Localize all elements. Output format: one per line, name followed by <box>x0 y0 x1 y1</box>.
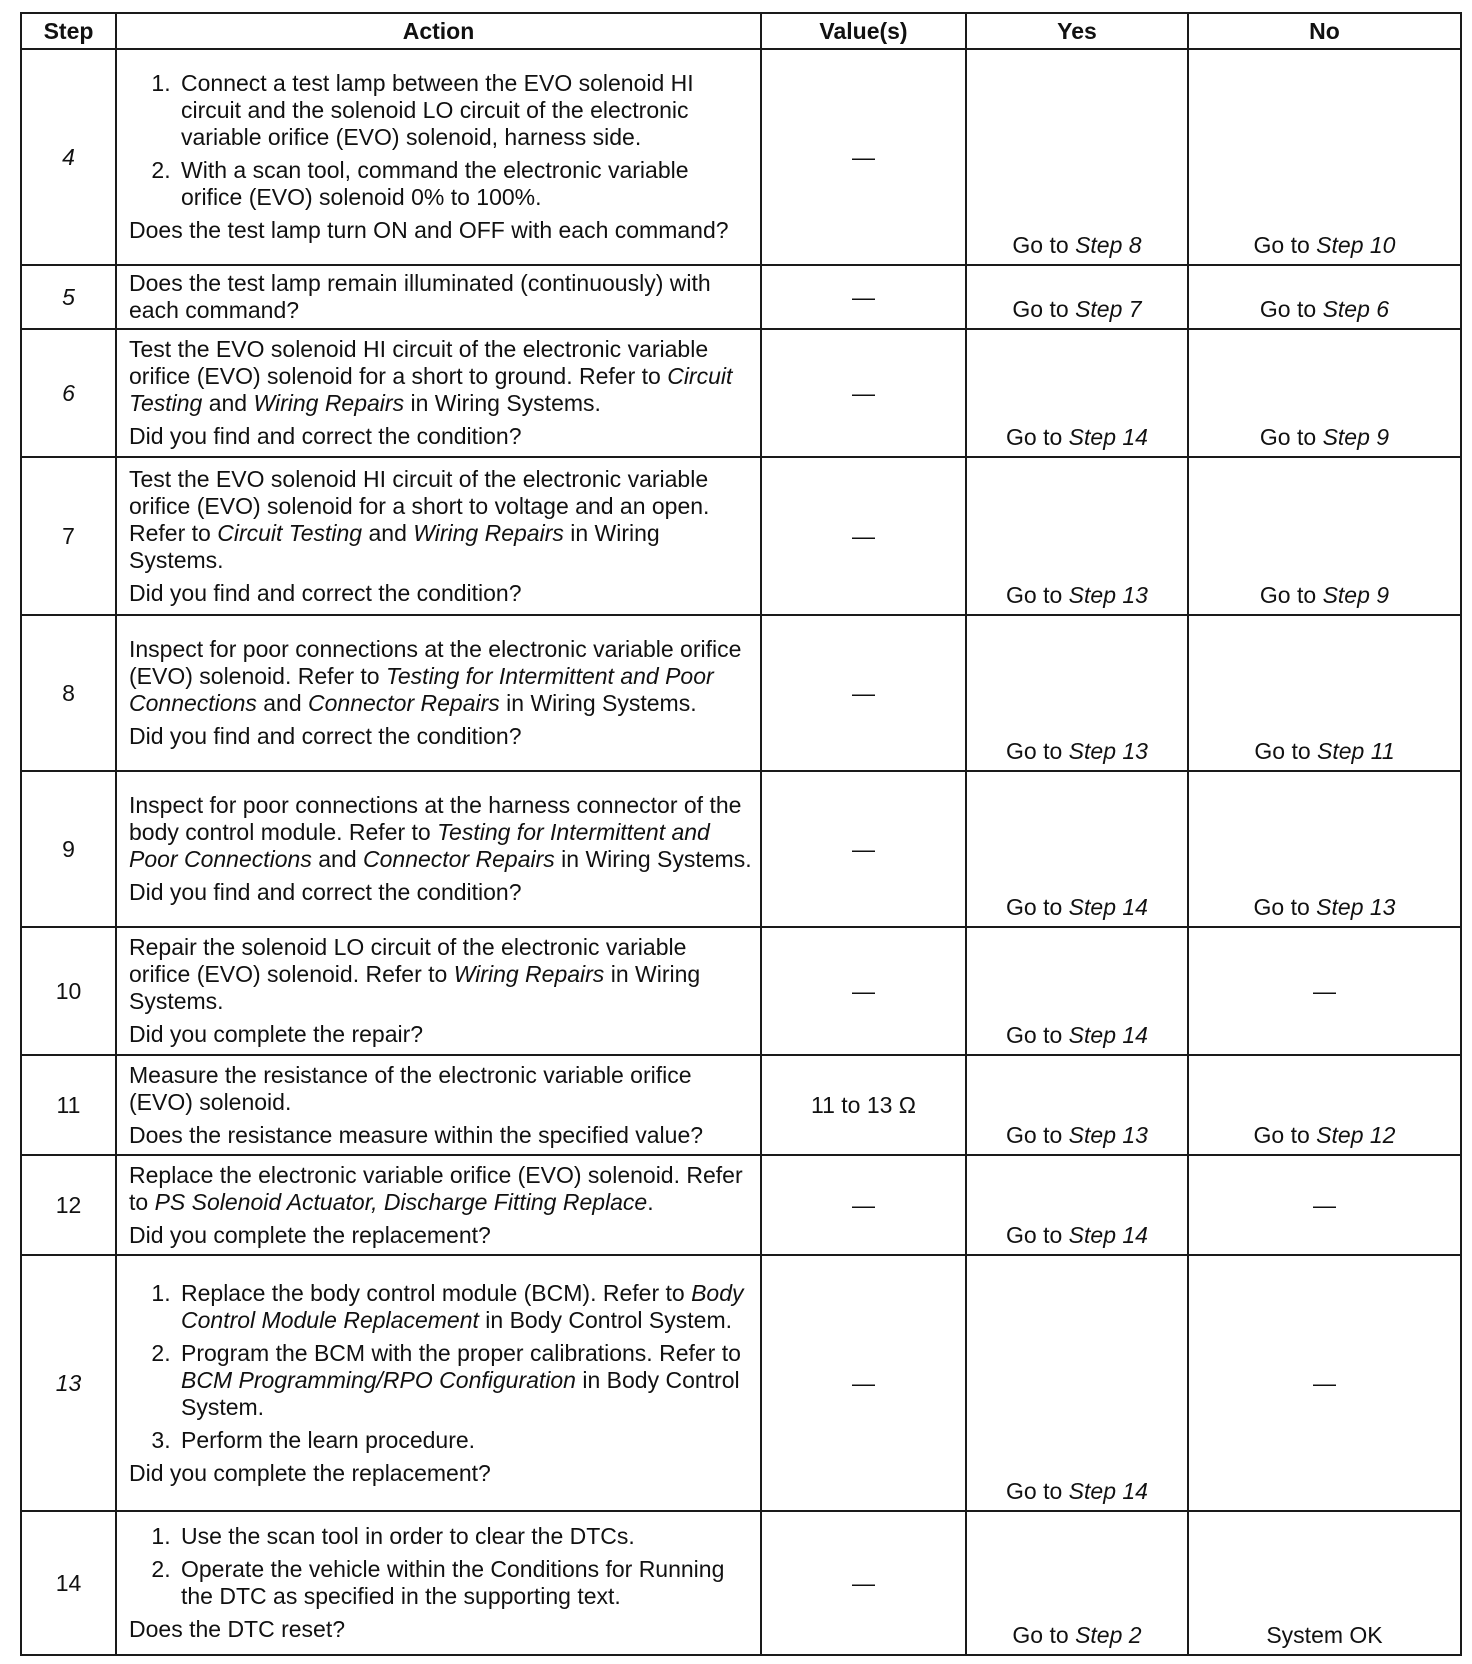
table-row <box>21 615 1461 771</box>
yes-cell <box>966 265 1188 329</box>
action-text <box>129 336 752 417</box>
action-text-part: in Body Control System. <box>181 1366 740 1420</box>
step-link[interactable]: Step 14 <box>1068 894 1148 920</box>
yes-cell <box>966 457 1188 615</box>
action-item: 2. Operate the vehicle within the Conditions for Running the DTC as specified in the supporting text. <box>177 1556 752 1610</box>
step-link[interactable]: Step 14 <box>1068 1022 1148 1048</box>
action-text-part: Repair the solenoid LO circuit of the electronic variable orifice (EVO) solenoid. Refer to <box>129 934 687 987</box>
action-text-part: Inspect for poor connections at the electronic variable orifice (EVO) solenoid. Refer to <box>129 636 742 689</box>
no-cell: — <box>1188 1255 1461 1511</box>
yes-cell <box>966 771 1188 927</box>
action-item: 2. With a scan tool, command the electronic variable orifice (EVO) solenoid 0% to 100%. <box>177 157 752 211</box>
step-number: 7 <box>21 457 116 615</box>
table-row <box>21 265 1461 329</box>
value-cell: — <box>761 457 966 615</box>
action-text-part: and <box>362 519 414 546</box>
action-text-part: Test the EVO solenoid HI circuit of the electronic variable orifice (EVO) solenoid for a short to voltage and an open. Refer to <box>129 465 710 546</box>
action-cell <box>116 1055 761 1155</box>
step-link[interactable]: Step 6 <box>1322 296 1390 322</box>
action-text <box>129 636 752 717</box>
action-text-part: and <box>202 390 254 416</box>
table-row <box>21 1255 1461 1511</box>
action-question: Does the test lamp remain illuminated (continuously) with each command? <box>129 270 711 323</box>
yes-cell <box>966 927 1188 1055</box>
step-link[interactable]: Step 11 <box>1317 738 1395 764</box>
step-link[interactable]: Step 13 <box>1068 1122 1148 1148</box>
goto-text: Go to <box>1254 738 1318 764</box>
action-text-part: Replace the body control module (BCM). Refer to <box>181 1279 692 1306</box>
step-link[interactable]: Step 14 <box>1068 1222 1148 1248</box>
goto-text: Go to <box>1006 424 1069 450</box>
step-link[interactable]: Step 9 <box>1322 424 1390 450</box>
step-number: 8 <box>21 615 116 771</box>
action-text: Measure the resistance of the electronic variable orifice (EVO) solenoid. <box>129 1061 692 1115</box>
reference-link[interactable]: Circuit Testing <box>129 363 733 416</box>
action-text-part: Replace the electronic variable orifice (EVO) solenoid. Refer to <box>129 1161 743 1215</box>
no-cell <box>1188 457 1461 615</box>
goto-text: Go to <box>1253 1122 1317 1148</box>
step-link[interactable]: Step 10 <box>1316 232 1396 258</box>
action-text <box>129 466 752 574</box>
goto-text: Go to <box>1259 582 1323 608</box>
step-number: 10 <box>21 927 116 1055</box>
action-cell <box>116 771 761 927</box>
action-text-part: in Wiring Systems. <box>129 519 660 573</box>
action-question: Did you complete the replacement? <box>129 1459 491 1486</box>
step-number: 13 <box>21 1255 116 1511</box>
table-row <box>21 771 1461 927</box>
reference-link[interactable]: Wiring Repairs <box>253 390 405 416</box>
action-question: Did you find and correct the condition? <box>129 723 522 749</box>
goto-text: Go to <box>1012 296 1076 322</box>
step-link[interactable]: Step 14 <box>1068 424 1148 450</box>
step-number: 12 <box>21 1155 116 1255</box>
value-cell: — <box>761 771 966 927</box>
action-text-part: . <box>647 1188 654 1215</box>
value-cell: — <box>761 1255 966 1511</box>
value-cell: — <box>761 1511 966 1655</box>
action-text-part: Inspect for poor connections at the harness connector of the body control module. Refer to <box>129 792 742 845</box>
action-question: Did you find and correct the condition? <box>129 879 522 905</box>
reference-link[interactable]: Circuit Testing <box>217 519 363 546</box>
col-header-step: Step <box>21 13 116 49</box>
col-header-no: No <box>1188 13 1461 49</box>
action-cell <box>116 265 761 329</box>
step-link[interactable]: Step 8 <box>1075 232 1142 258</box>
action-question: Did you find and correct the condition? <box>129 423 522 449</box>
action-text <box>129 792 752 873</box>
no-cell <box>1188 771 1461 927</box>
action-cell <box>116 1511 761 1655</box>
goto-text: Go to <box>1012 232 1076 258</box>
action-text-part: Program the BCM with the proper calibrations. Refer to <box>181 1339 741 1366</box>
yes-cell <box>966 615 1188 771</box>
reference-link[interactable]: Wiring Repairs <box>413 519 564 546</box>
goto-text: Go to <box>1006 1022 1069 1048</box>
action-item: 1. Use the scan tool in order to clear the DTCs. <box>177 1523 752 1550</box>
no-cell <box>1188 1055 1461 1155</box>
action-text-part: in Wiring Systems. <box>554 846 752 872</box>
col-header-action: Action <box>116 13 761 49</box>
step-link[interactable]: Step 13 <box>1068 738 1148 764</box>
action-item <box>177 1340 752 1421</box>
goto-text: Go to <box>1006 894 1069 920</box>
step-number: 14 <box>21 1511 116 1655</box>
value-cell: — <box>761 615 966 771</box>
reference-link[interactable]: PS Solenoid Actuator, Discharge Fitting Replace <box>154 1188 648 1215</box>
yes-cell <box>966 329 1188 457</box>
reference-link[interactable]: Testing for Intermittent and Poor Connections <box>129 663 714 716</box>
step-link[interactable]: Step 9 <box>1322 582 1390 608</box>
header-row <box>21 13 1461 49</box>
action-item <box>177 1280 752 1334</box>
yes-cell <box>966 1055 1188 1155</box>
no-cell: System OK <box>1188 1511 1461 1655</box>
reference-link[interactable]: Body Control Module Replacement <box>181 1279 744 1333</box>
action-text-part: and <box>311 846 363 872</box>
col-header-values: Value(s) <box>761 13 966 49</box>
step-link[interactable]: Step 13 <box>1068 582 1148 608</box>
no-cell: — <box>1188 927 1461 1055</box>
action-text-part: in Wiring Systems. <box>404 390 601 416</box>
yes-cell <box>966 1511 1188 1655</box>
table-row <box>21 457 1461 615</box>
action-question: Did you find and correct the condition? <box>129 579 522 606</box>
goto-text: Go to <box>1253 232 1317 258</box>
action-cell <box>116 49 761 265</box>
step-link[interactable]: Step 2 <box>1075 1622 1142 1648</box>
action-cell <box>116 329 761 457</box>
table-row <box>21 1155 1461 1255</box>
step-number: 9 <box>21 771 116 927</box>
table-row <box>21 49 1461 265</box>
table-row <box>21 1055 1461 1155</box>
action-question: Does the test lamp turn ON and OFF with each command? <box>129 217 729 243</box>
action-cell <box>116 457 761 615</box>
goto-text: Go to <box>1259 296 1323 322</box>
action-text-part: in Body Control System. <box>478 1306 732 1333</box>
action-text-part: in Wiring Systems. <box>129 961 701 1014</box>
reference-link[interactable]: Connector Repairs <box>363 846 555 872</box>
step-link[interactable]: Step 13 <box>1316 894 1396 920</box>
action-text-part: in Wiring Systems. <box>499 690 697 716</box>
action-cell <box>116 615 761 771</box>
action-cell <box>116 927 761 1055</box>
action-text <box>129 934 752 1015</box>
table-row <box>21 1511 1461 1655</box>
step-link[interactable]: Step 12 <box>1316 1122 1396 1148</box>
action-item: 3. Perform the learn procedure. <box>177 1427 752 1454</box>
action-question: Did you complete the replacement? <box>129 1221 491 1248</box>
action-question: Does the DTC reset? <box>129 1616 346 1642</box>
goto-text: Go to <box>1006 582 1069 608</box>
goto-text: Go to <box>1259 424 1323 450</box>
reference-link[interactable]: Testing for Intermittent and Poor Connections <box>129 819 710 872</box>
yes-cell <box>966 49 1188 265</box>
yes-cell <box>966 1155 1188 1255</box>
step-number: 4 <box>21 49 116 265</box>
goto-text: Go to <box>1006 738 1069 764</box>
step-number: 5 <box>21 265 116 329</box>
action-question: Does the resistance measure within the specified value? <box>129 1121 704 1148</box>
action-cell <box>116 1155 761 1255</box>
goto-text: Go to <box>1006 1478 1069 1504</box>
action-cell <box>116 1255 761 1511</box>
goto-text: Go to <box>1253 894 1317 920</box>
yes-cell <box>966 1255 1188 1511</box>
no-cell <box>1188 265 1461 329</box>
reference-link[interactable]: Wiring Repairs <box>453 961 605 987</box>
diagnostic-table <box>20 12 1462 1656</box>
goto-text: Go to <box>1006 1222 1069 1248</box>
no-cell: — <box>1188 1155 1461 1255</box>
goto-text: Go to <box>1006 1122 1069 1148</box>
value-cell: — <box>761 329 966 457</box>
goto-text: Go to <box>1012 1622 1076 1648</box>
action-question: Did you complete the repair? <box>129 1021 424 1047</box>
value-cell: — <box>761 1155 966 1255</box>
no-cell <box>1188 329 1461 457</box>
action-text-part: and <box>256 690 309 716</box>
step-number: 11 <box>21 1055 116 1155</box>
action-text-part: Test the EVO solenoid HI circuit of the electronic variable orifice (EVO) solenoid for a short to ground. Refer to <box>129 336 709 389</box>
col-header-yes: Yes <box>966 13 1188 49</box>
step-link[interactable]: Step 14 <box>1068 1478 1148 1504</box>
value-cell: 11 to 13 Ω <box>761 1055 966 1155</box>
value-cell: — <box>761 49 966 265</box>
action-text <box>129 1162 752 1216</box>
value-cell: — <box>761 265 966 329</box>
value-cell: — <box>761 927 966 1055</box>
step-number: 6 <box>21 329 116 457</box>
reference-link[interactable]: BCM Programming/RPO Configuration <box>181 1366 576 1393</box>
step-link[interactable]: Step 7 <box>1075 296 1142 322</box>
table-row <box>21 927 1461 1055</box>
reference-link[interactable]: Connector Repairs <box>308 690 500 716</box>
no-cell <box>1188 615 1461 771</box>
action-item: 1. Connect a test lamp between the EVO solenoid HI circuit and the solenoid LO circuit of the electronic variable orifice (EVO) solenoid, harness side. <box>177 70 752 151</box>
no-cell <box>1188 49 1461 265</box>
table-row <box>21 329 1461 457</box>
